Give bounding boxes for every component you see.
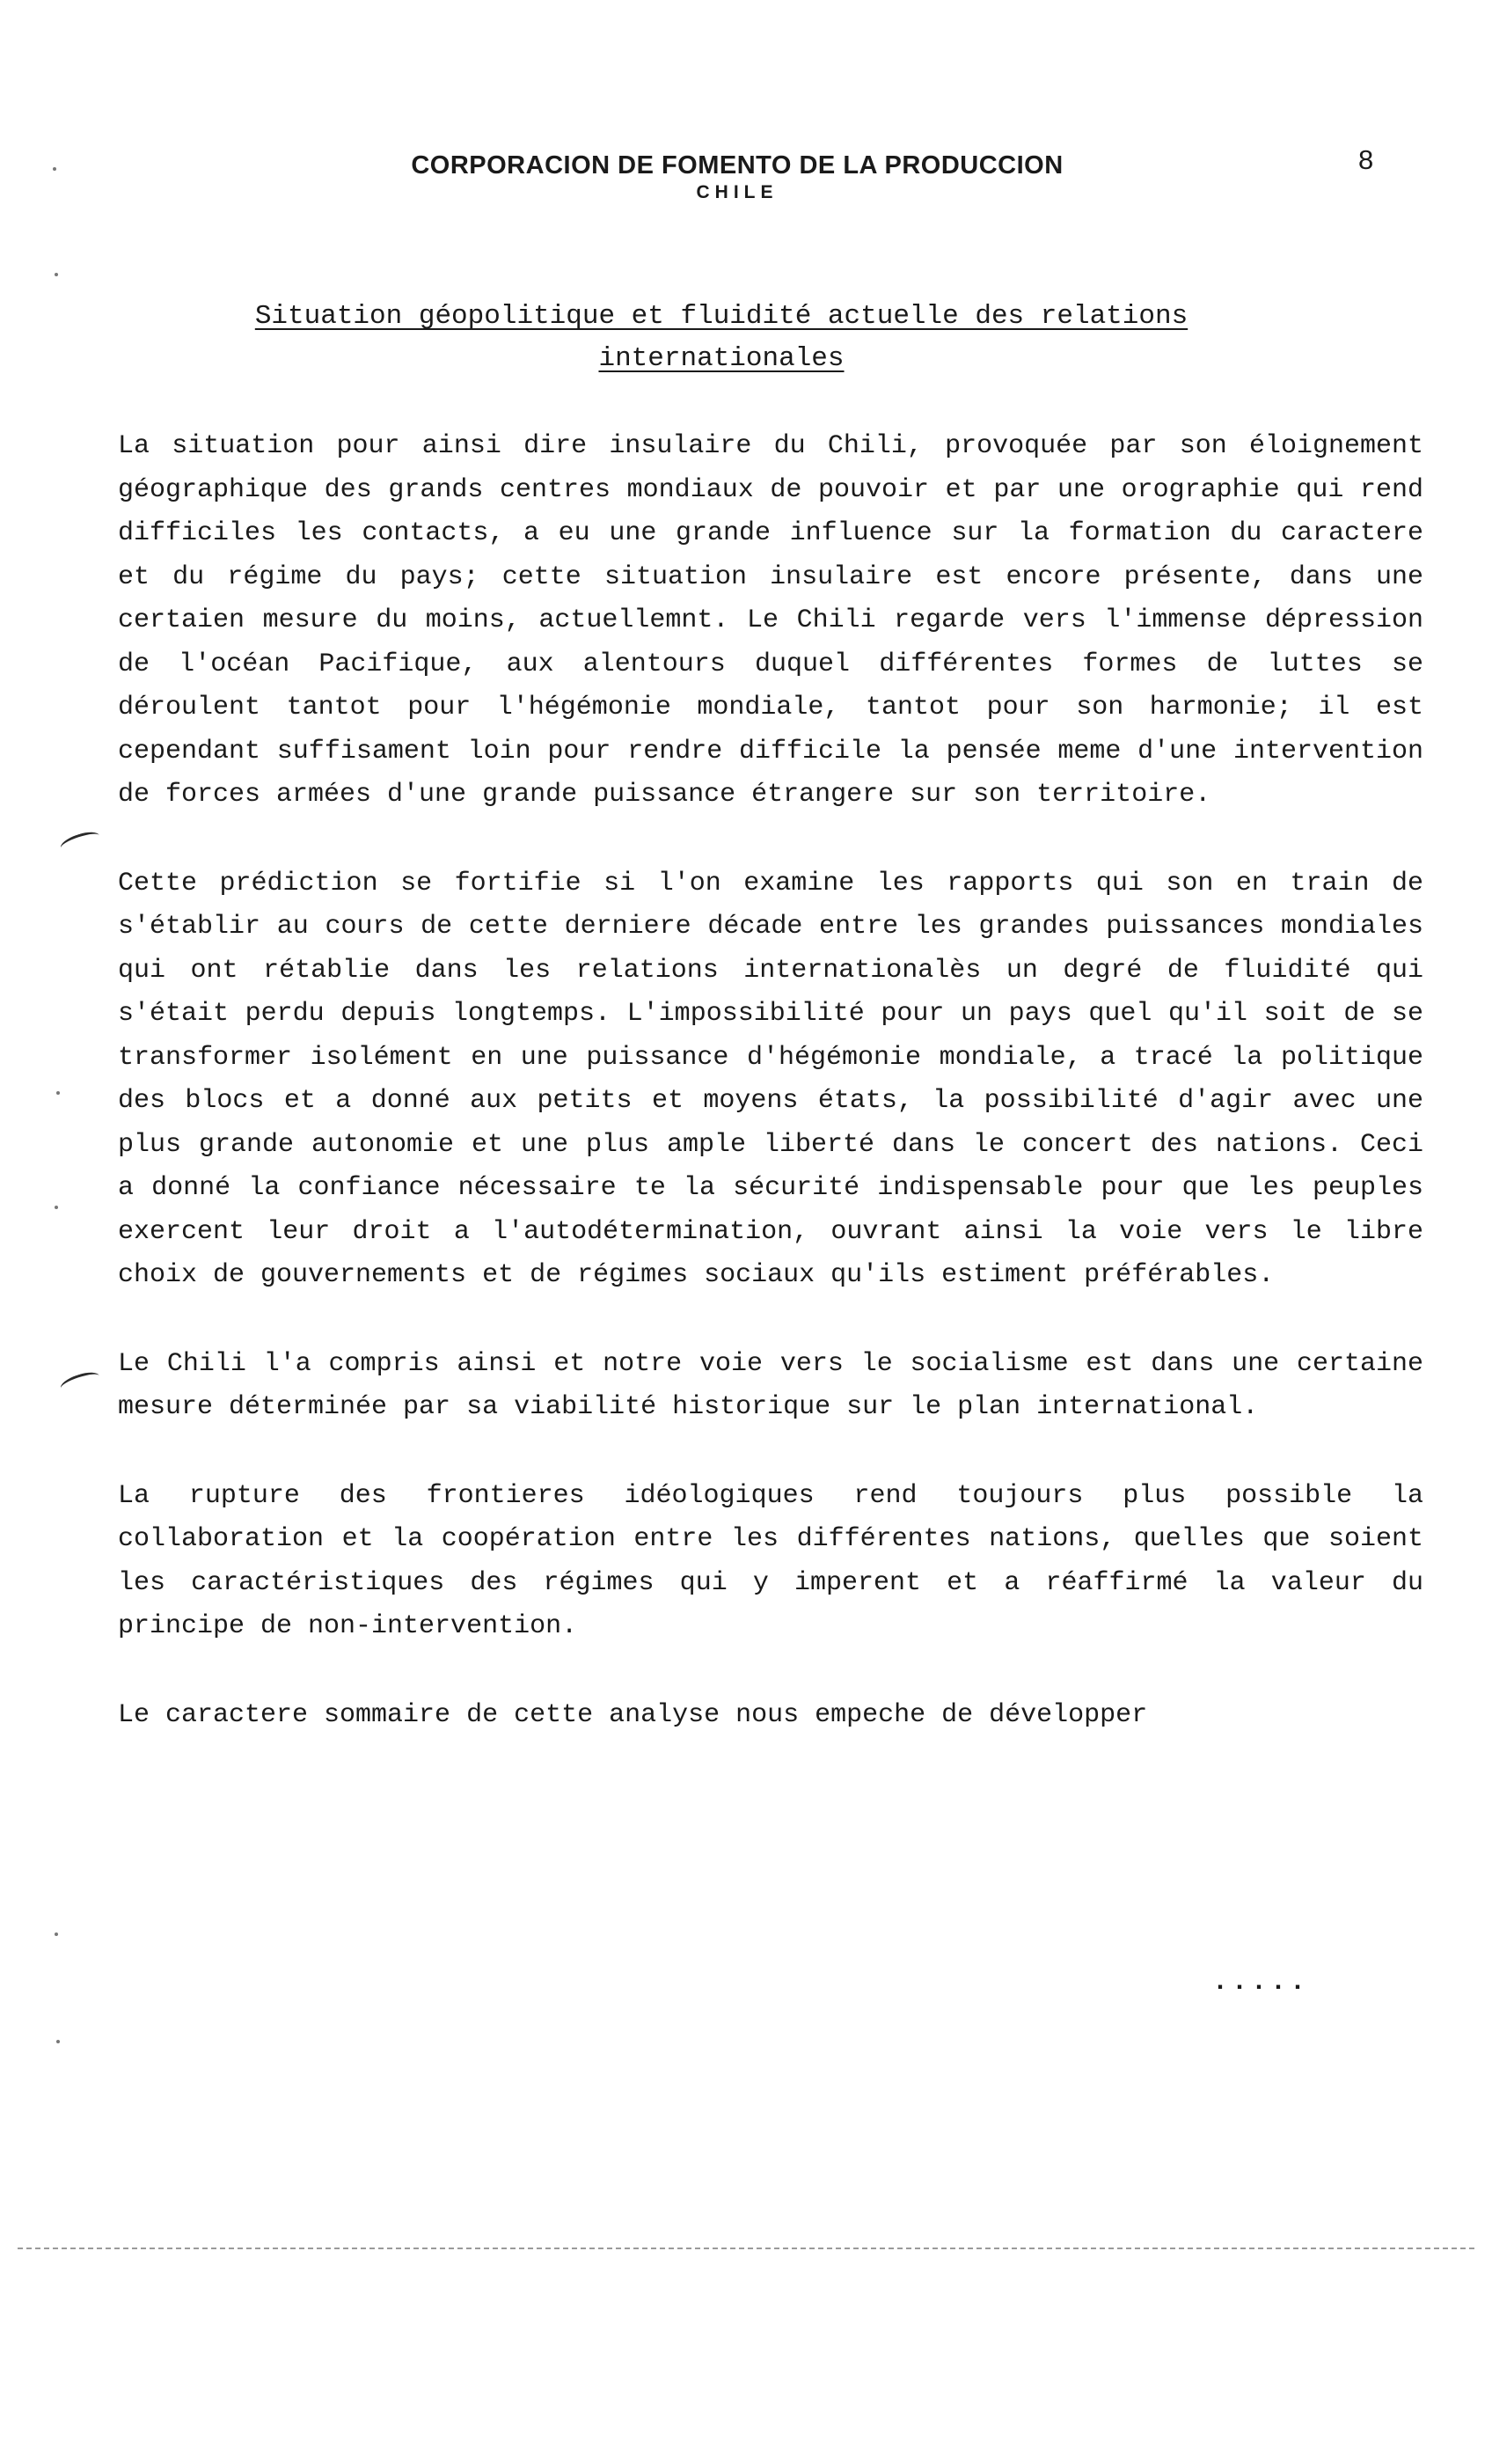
paragraph: Le Chili l'a compris ainsi et notre voie vers le socialisme est dans une certaine mesure déterminée par sa viabilité historique sur le plan international. xyxy=(118,1348,1423,1422)
bottom-rule xyxy=(18,2248,1474,2249)
organization-name: CORPORACION DE FOMENTO DE LA PRODUCCION xyxy=(411,151,1064,180)
scan-speck xyxy=(56,1091,60,1095)
document-title: Situation géopolitique et fluidité actuelle des relations internationales xyxy=(254,301,1188,374)
margin-mark xyxy=(58,1368,101,1395)
paragraph: Cette prédiction se fortifie si l'on examine les rapports qui son en train de s'établir au cours de cette derniere décade entre les grandes puissances mondiales qui ont rétablie dans les relations internationalès un degré de fluidité qui s'était perdu depuis longtemps. L'impossibilité pour un pays quel qu'il soit de se transformer isolément en une puissance d'hégémonie mondiale, a tracé la politique des blocs et a donné aux petits et moyens états, la possibilité d'agir avec une plus grande autonomie et une plus ample liberté dans le concert des nations. Ceci a donné la confiance nécessaire te la sécurité indispensable pour que les peuples exercent leur droit a l'autodétermination, ouvrant ainsi la voie vers le libre choix de gouvernements et de régimes sociaux qu'ils estiment préférables. xyxy=(118,868,1423,1290)
continuation-dots: ..... xyxy=(1212,1968,1310,1998)
scan-speck xyxy=(55,273,58,276)
scan-speck xyxy=(55,1206,58,1209)
scan-speck xyxy=(53,167,56,171)
scan-speck xyxy=(56,2040,60,2043)
paragraph: Le caractere sommaire de cette analyse nous empeche de développer xyxy=(118,1699,1148,1730)
letterhead xyxy=(0,151,1492,203)
paragraph: La situation pour ainsi dire insulaire du Chili, provoquée par son éloignement géographique des grands centres mondiaux de pouvoir et par une orographie qui rend difficiles les contacts, a eu une grande influence sur la formation du caractere et du régime du pays; cette situation insulaire est encore présente, dans une certaien mesure du moins, actuellemnt. Le Chili regarde vers l'immense dépression de l'océan Pacifique, aux alentours duquel différentes formes de luttes se déroulent tantot pour l'hégémonie mondiale, tantot pour son harmonie; il est cependant suffisament loin pour rendre difficile la pensée meme d'une intervention de forces armées d'une grande puissance étrangere sur son territoire. xyxy=(118,431,1423,810)
page-number: 8 xyxy=(1358,144,1374,175)
paragraph: La rupture des frontieres idéologiques rend toujours plus possible la collaboration et la coopération entre les différentes nations, quelles que soient les caractéristiques des régimes qui y imperent et a réaffirmé la valeur du principe de non-intervention. xyxy=(118,1480,1423,1641)
margin-mark xyxy=(58,828,101,854)
body-text xyxy=(118,425,1423,1782)
country-name: CHILE xyxy=(696,182,779,202)
scan-speck xyxy=(55,1932,58,1936)
